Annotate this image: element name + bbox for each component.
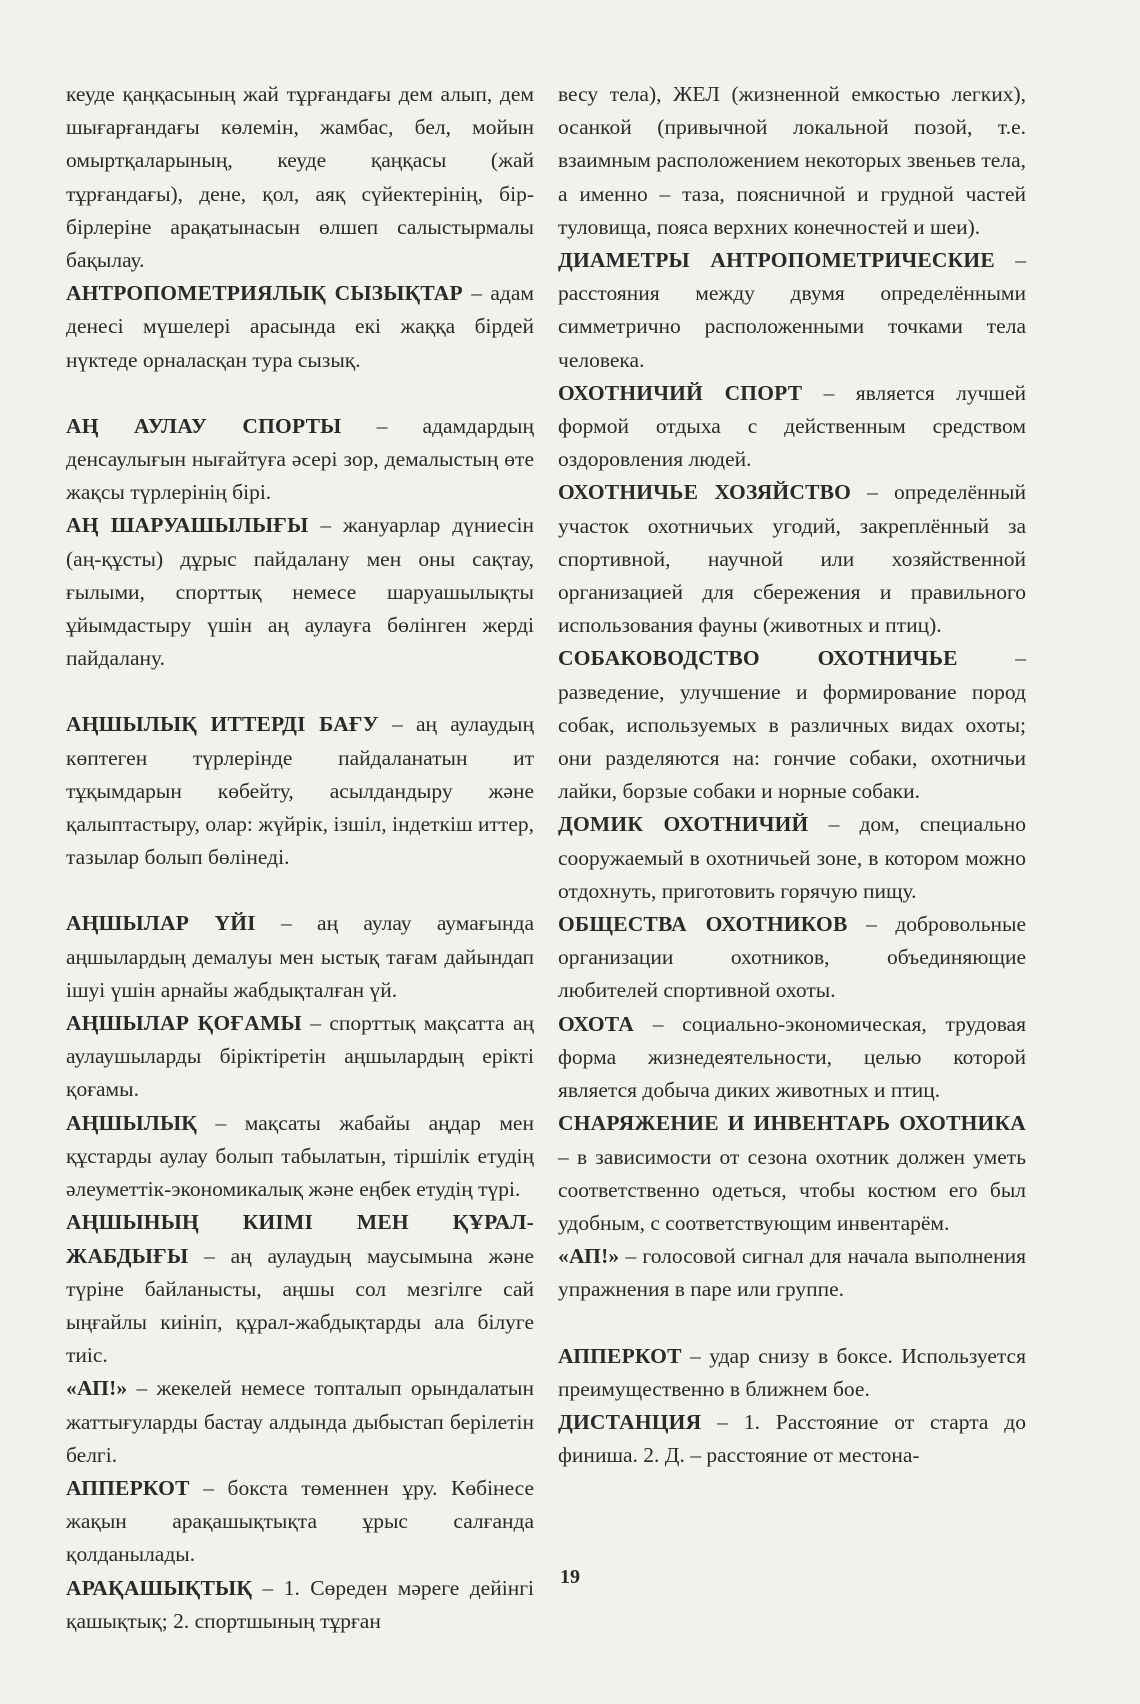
entry-term: СНАРЯЖЕНИЕ И ИНВЕНТАРЬ ОХОТНИКА xyxy=(558,1111,1026,1136)
entry-term: АҢШЫЛАР ҚОҒАМЫ xyxy=(66,1011,302,1036)
entry-definition: – аң аулау аумағында аңшылардың демалуы мен ыстық тағам дайындап ішуі үшін арнайы жабдықталған үй. xyxy=(66,911,535,1002)
entry-term: АҢ АУЛАУ СПОРТЫ xyxy=(66,413,342,438)
entry-definition: – разведение, улучшение и формирование пород собак, используемых в различных видах охоты; они разделяются на: гончие собаки, охотничьи лайки, борзые собаки и норные собаки. xyxy=(558,646,1026,804)
entry-definition: – в зависимости от сезона охотник должен уметь соответственно одеться, чтобы костюм его был удобным, с соответствующим инвентарём. xyxy=(558,1144,1026,1235)
page-number: 19 xyxy=(560,1566,580,1588)
dictionary-entry xyxy=(558,476,1026,642)
dictionary-entry xyxy=(558,908,1026,1008)
entry-term: ОХОТНИЧЬЕ ХОЗЯЙСТВО xyxy=(558,480,852,505)
entry-definition: – 1. Расстояние от старта до финиша. 2. Д. – расстояние от местона- xyxy=(558,1409,1026,1468)
entry-definition: – социально-экономическая, трудовая форма жизнедеятельности, целью которой является добыча диких животных и птиц. xyxy=(558,1011,1026,1103)
entry-term: АППЕРКОТ xyxy=(66,1475,190,1500)
entry-definition: – удар снизу в боксе. Используется преимущественно в ближнем бое. xyxy=(558,1343,1026,1401)
entry-term: ОБЩЕСТВА ОХОТНИКОВ xyxy=(558,912,848,937)
dictionary-entry xyxy=(66,907,534,1007)
left-column xyxy=(66,78,534,1638)
entry-term: АҢШЫНЫҢ КИІМІ МЕН ҚҰРАЛ-ЖАБДЫҒЫ xyxy=(66,1210,534,1268)
dictionary-entry xyxy=(558,1240,1026,1306)
entry-definition: – расстояния между двумя определёнными симметрично расположенными точками тела человека. xyxy=(558,248,1026,372)
dictionary-entry xyxy=(558,1340,1026,1406)
dictionary-entry xyxy=(558,1008,1026,1108)
entry-definition: весу тела), ЖЕЛ (жизненной емкостью легких), осанкой (привычной локальной позой, т.е. взаимным расположением некоторых звеньев тела, а именно – таза, поясничной и грудной частей туловища, пояса верхних конечностей и шеи). xyxy=(558,82,1026,239)
entry-definition: – определённый участок охотничьих угодий, закреплённый за спортивной, научной или хозяйственной организацией для сбережения и правильного использования фауны (животных и птиц). xyxy=(558,480,1027,638)
entry-term: АППЕРКОТ xyxy=(558,1343,682,1368)
entry-term: «АП!» xyxy=(558,1244,620,1269)
entry-term: ДИАМЕТРЫ АНТРОПОМЕТРИЧЕСКИЕ xyxy=(558,248,995,273)
dictionary-entry xyxy=(66,1007,534,1107)
dictionary-entry xyxy=(66,1206,534,1372)
entry-definition: – спорттық мақсатта аң аулаушыларды біріктіретін аңшылардың ерікті қоғамы. xyxy=(66,1011,534,1102)
dictionary-entry xyxy=(558,377,1026,477)
dictionary-entry xyxy=(66,410,534,510)
entry-term: АНТРОПОМЕТРИЯЛЫҚ СЫЗЫҚТАР xyxy=(66,281,463,306)
entry-term: АҢ ШАРУАШЫЛЫҒЫ xyxy=(66,513,309,538)
dictionary-entry xyxy=(66,1107,534,1207)
dictionary-entry xyxy=(66,1372,534,1472)
entry-term: «АП!» xyxy=(66,1376,128,1401)
entry-definition: – жануарлар дүниесін (аң-құсты) дұрыс пайдалану мен оны сақтау, ғылыми, спорттық немесе шаруашылықты ұйымдастыру үшін аң аулауға бөлінген жерді пайдалану. xyxy=(66,513,534,671)
entry-definition: – мақсаты жабайы аңдар мен құстарды аулау болып табылатын, тіршілік етудің әлеуметтік-экономикалық және еңбек етудің түрі. xyxy=(66,1110,534,1202)
dictionary-entry xyxy=(66,708,534,874)
entry-term: АҢШЫЛАР ҮЙІ xyxy=(66,911,256,936)
entry-term: ДОМИК ОХОТНИЧИЙ xyxy=(558,812,809,837)
entry-definition: – дом, специально сооружаемый в охотничьей зоне, в котором можно отдохнуть, приготовить горячую пищу. xyxy=(558,812,1026,903)
dictionary-entry xyxy=(558,1107,1026,1240)
entry-term: АҢШЫЛЫҚ ИТТЕРДІ БАҒУ xyxy=(66,712,379,737)
dictionary-entry xyxy=(66,277,534,377)
dictionary-entry xyxy=(558,1406,1026,1472)
entry-term: АҢШЫЛЫҚ xyxy=(66,1110,198,1135)
entry-definition: – добровольные организации охотников, объединяющие любителей спортивной охоты. xyxy=(558,912,1026,1003)
entry-definition: – аң аулаудың маусымына және түріне байланысты, аңшы сол мезгілге сай ыңғайлы киініп, құрал-жабдықтарды ала білуге тиіс. xyxy=(66,1243,534,1368)
entry-term: СОБАКОВОДСТВО ОХОТНИЧЬЕ xyxy=(558,646,958,671)
entry-term: ДИСТАНЦИЯ xyxy=(558,1409,702,1434)
entry-term: ОХОТА xyxy=(558,1011,634,1036)
dictionary-entry xyxy=(558,808,1026,908)
dictionary-entry xyxy=(558,78,1026,244)
entry-definition: – адам денесі мүшелері арасында екі жаққа бірдей нүктеде орналасқан тура сызық. xyxy=(66,281,534,372)
entry-definition: – бокста төменнен ұру. Көбінесе жақын арақашықтықта ұрыс салғанда қолданылады. xyxy=(66,1475,534,1567)
right-column xyxy=(558,78,1026,1472)
entry-definition: – голосовой сигнал для начала выполнения упражнения в паре или группе. xyxy=(558,1244,1026,1302)
dictionary-entry xyxy=(66,1472,534,1572)
dictionary-entry xyxy=(66,509,534,675)
entry-definition: – жекелей немесе топталып орындалатын жаттығуларды бастау алдында дыбыстап берілетін белгі. xyxy=(66,1376,534,1467)
entry-definition: – аң аулаудың көптеген түрлерінде пайдаланатын ит тұқымдарын көбейту, асылдандыру және қалыптастыру, олар: жүйрік, ізшіл, індеткіш иттер, тазылар болып бөлінеді. xyxy=(66,712,534,870)
dictionary-entry xyxy=(558,642,1026,808)
dictionary-entry xyxy=(558,244,1026,377)
entry-definition: – является лучшей формой отдыха с действенным средством оздоровления людей. xyxy=(558,380,1026,472)
dictionary-entry xyxy=(66,78,534,277)
entry-definition: кеуде қаңқасының жай тұрғандағы дем алып, дем шығарғандағы көлемін, жамбас, бел, мойын омыртқаларының, кеуде қаңқасы (жай тұрғандағы), дене, қол, аяқ сүйектерінің, бір-бірлеріне арақатынасын өлшеп салыстырмалы бақылау. xyxy=(66,82,534,273)
entry-term: АРАҚАШЫҚТЫҚ xyxy=(66,1575,253,1600)
entry-term: ОХОТНИЧИЙ СПОРТ xyxy=(558,380,803,405)
entry-definition: – адамдардың денсаулығын нығайтуға әсері зор, демалыстың өте жақсы түрлерінің бірі. xyxy=(66,413,534,505)
entry-definition: – 1. Сөреден мәреге дейінгі қашықтық; 2. спортшының тұрған xyxy=(66,1575,534,1633)
